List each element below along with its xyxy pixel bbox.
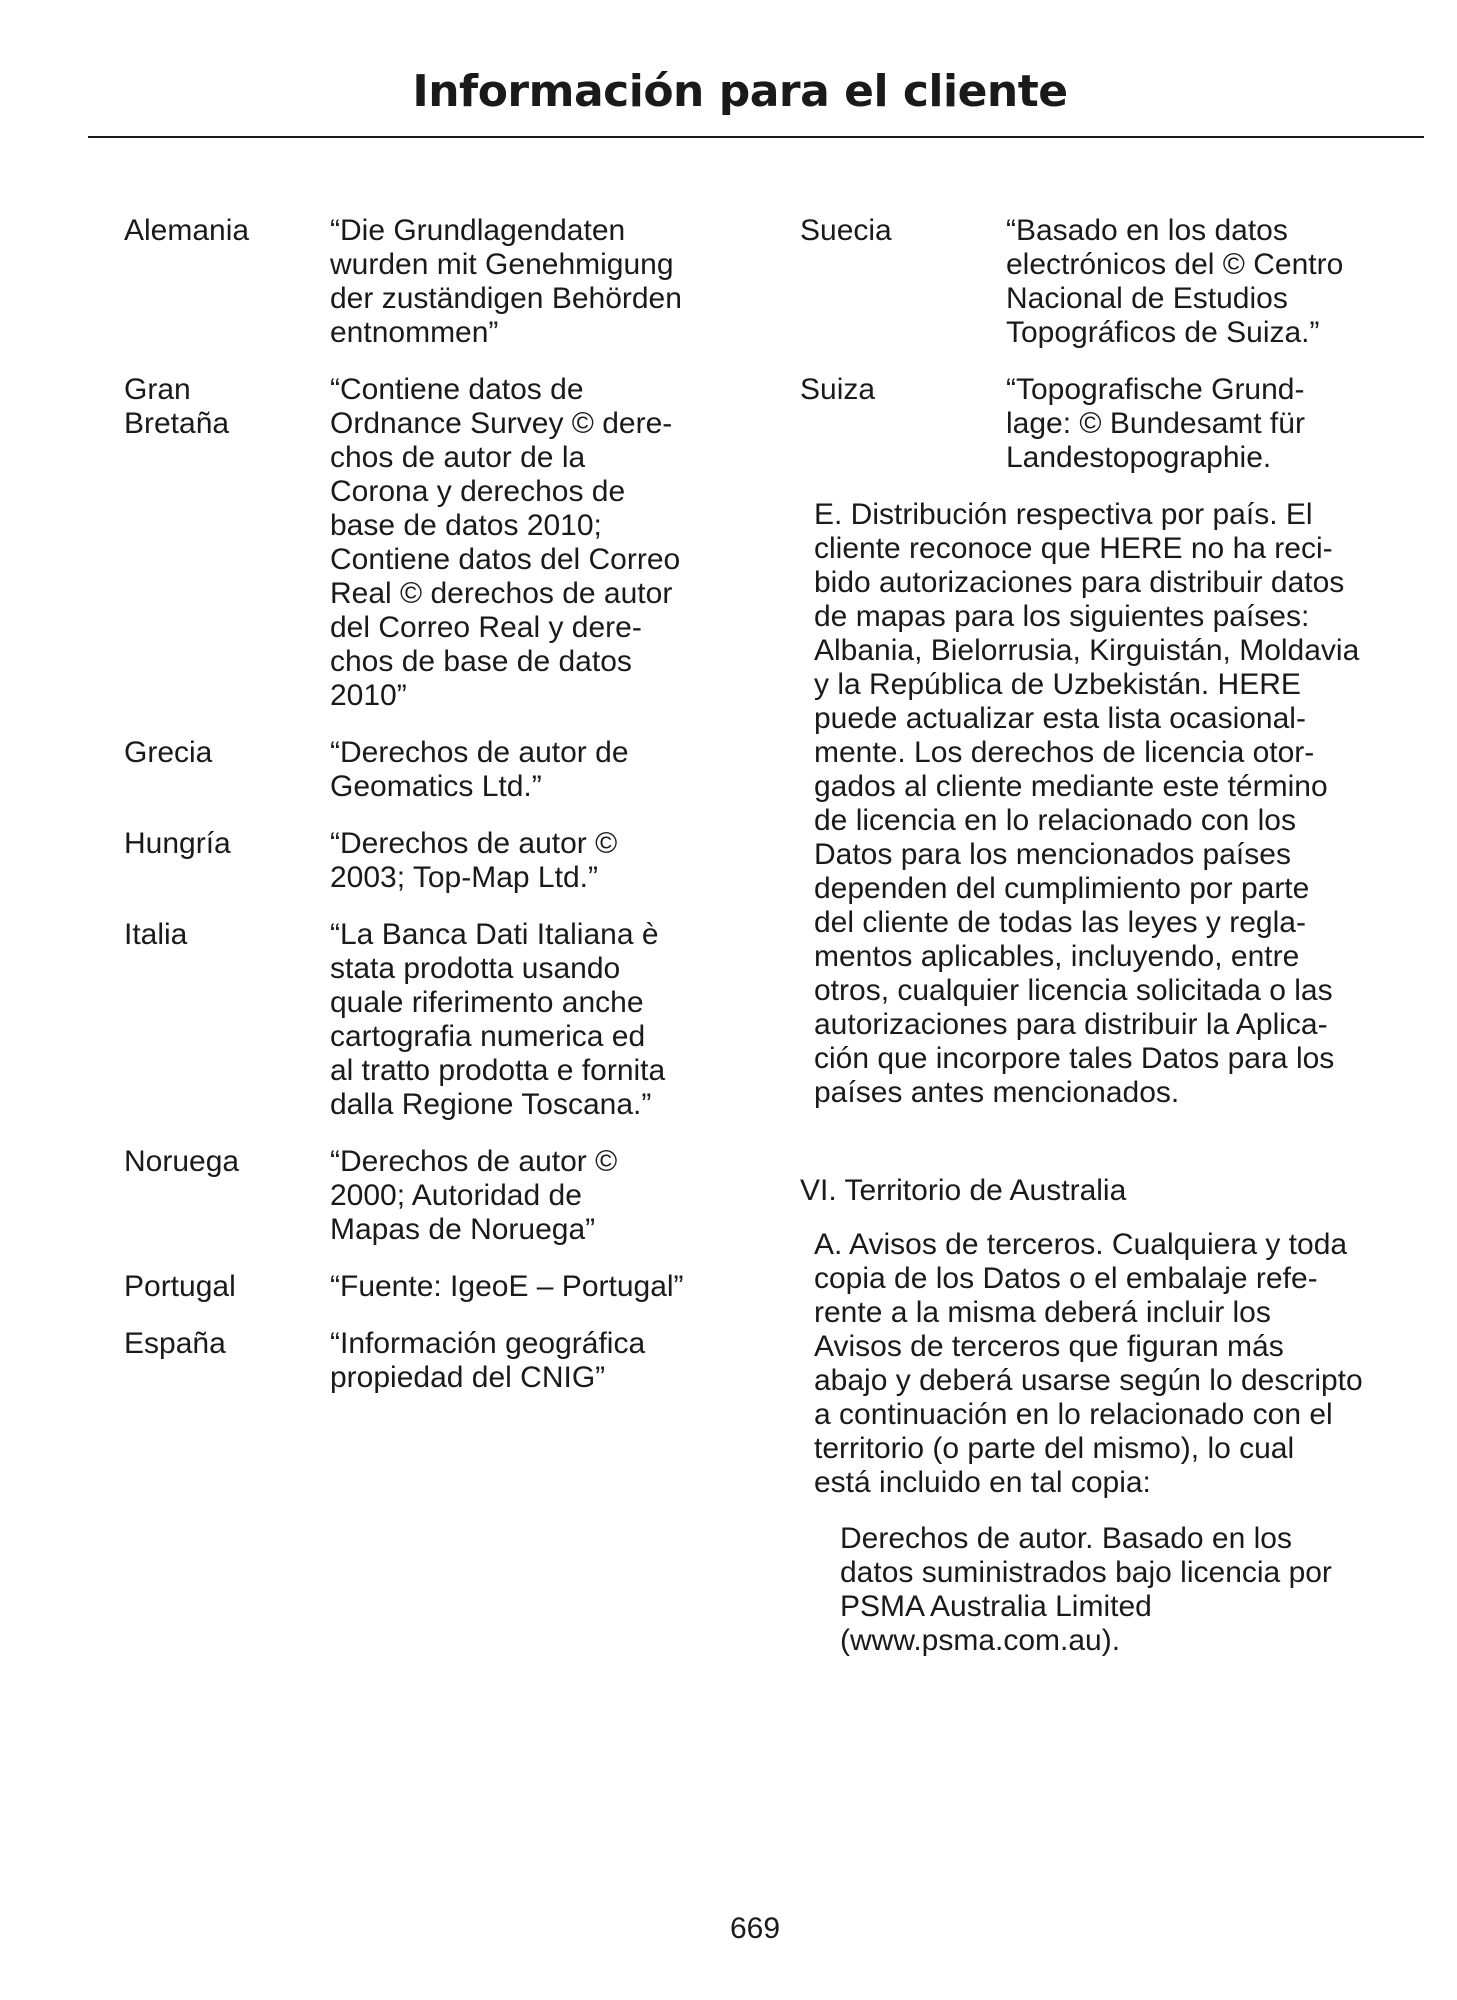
note-line: Landestopographie. [1006, 441, 1272, 474]
title-divider [88, 136, 1424, 138]
copyright-entry-portugal [124, 1270, 724, 1304]
copyright-note [330, 214, 724, 350]
note-line: “Topografische Grund- [1006, 373, 1305, 406]
page-number: 669 [729, 1912, 781, 1945]
note-line: cartografia numerica ed [330, 1020, 646, 1053]
copyright-note [330, 1327, 724, 1395]
note-line: del Correo Real y dere- [330, 611, 642, 644]
para-line: E. Distribución respectiva por país. El [814, 498, 1313, 531]
note-line: “Fuente: IgeoE – Portugal” [330, 1270, 684, 1303]
note-line: “Basado en los datos [1006, 214, 1288, 247]
note-line: 2010” [330, 679, 407, 712]
country-name: Grecia [124, 736, 213, 769]
page-title: Información para el cliente [412, 66, 1068, 117]
para-line: cliente reconoce que HERE no ha reci- [814, 532, 1333, 565]
note-line: “Contiene datos de [330, 373, 584, 406]
note-line: quale riferimento anche [330, 986, 644, 1019]
copyright-note [330, 736, 724, 804]
left-column [124, 214, 724, 1418]
copyright-entry-great-britain [124, 373, 724, 713]
para-line: puede actualizar esta lista ocasional- [814, 702, 1306, 735]
note-line: “Derechos de autor de [330, 736, 629, 769]
section-heading-australia: VI. Territorio de Australia [800, 1174, 1127, 1207]
copyright-note [330, 1145, 724, 1247]
para-line: dependen del cumplimiento por parte [814, 872, 1310, 905]
country-name: España [124, 1327, 226, 1360]
note-line: 2000; Autoridad de [330, 1179, 582, 1212]
note-line: propiedad del CNIG” [330, 1361, 606, 1394]
note-line: Mapas de Noruega” [330, 1213, 596, 1246]
quote-line: PSMA Australia Limited [840, 1590, 1152, 1623]
copyright-entry-sweden [800, 214, 1410, 350]
note-line: al tratto prodotta e fornita [330, 1054, 666, 1087]
country-name [124, 373, 330, 713]
para-line: gados al cliente mediante este término [814, 770, 1328, 803]
para-line: mente. Los derechos de licencia otor- [814, 736, 1315, 769]
para-line: rente a la misma deberá incluir los [814, 1296, 1271, 1329]
para-line: mentos aplicables, incluyendo, entre [814, 940, 1300, 973]
note-line: 2003; Top-Map Ltd.” [330, 861, 598, 894]
country-name-line: Gran [124, 373, 191, 406]
copyright-note [1006, 214, 1410, 350]
para-line: a continuación en lo relacionado con el [814, 1398, 1333, 1431]
note-line: chos de base de datos [330, 645, 632, 678]
copyright-entry-switzerland [800, 373, 1410, 475]
copyright-note [330, 918, 724, 1122]
copyright-entry-spain [124, 1327, 724, 1395]
note-line: “Información geográfica [330, 1327, 646, 1360]
copyright-note [330, 373, 724, 713]
quote-line: datos suministrados bajo licencia por [840, 1556, 1332, 1589]
copyright-note [330, 1270, 724, 1304]
copyright-entry-hungary [124, 827, 724, 895]
para-line: Datos para los mencionados países [814, 838, 1291, 871]
copyright-entry-greece [124, 736, 724, 804]
copyright-entry-germany [124, 214, 724, 350]
note-line: “La Banca Dati Italiana è [330, 918, 659, 951]
para-line: copia de los Datos o el embalaje refe- [814, 1262, 1318, 1295]
country-name: Portugal [124, 1270, 236, 1303]
note-line: Ordnance Survey © dere- [330, 407, 673, 440]
para-line: de mapas para los siguientes países: [814, 600, 1310, 633]
country-name: Suecia [800, 214, 892, 247]
note-line: stata prodotta usando [330, 952, 621, 985]
note-line: chos de autor de la [330, 441, 586, 474]
quote-line: (www.psma.com.au). [840, 1624, 1121, 1657]
copyright-note [1006, 373, 1410, 475]
note-line: wurden mit Genehmigung [330, 248, 674, 281]
country-name: Italia [124, 918, 188, 951]
copyright-note [330, 827, 724, 895]
note-line: Nacional de Estudios [1006, 282, 1288, 315]
note-line: Topográficos de Suiza.” [1006, 316, 1320, 349]
para-line: está incluido en tal copia: [814, 1466, 1151, 1499]
country-name: Suiza [800, 373, 876, 406]
para-line: del cliente de todas las leyes y regla- [814, 906, 1306, 939]
note-line: base de datos 2010; [330, 509, 602, 542]
note-line: lage: © Bundesamt für [1006, 407, 1305, 440]
para-line: y la República de Uzbekistán. HERE [814, 668, 1301, 701]
note-line: “Derechos de autor © [330, 827, 618, 860]
note-line: Geomatics Ltd.” [330, 770, 542, 803]
para-line: Albania, Bielorrusia, Kirguistán, Moldavia [814, 634, 1360, 667]
para-line: países antes mencionados. [814, 1076, 1180, 1109]
note-line: “Die Grundlagendaten [330, 214, 626, 247]
para-line: bido autorizaciones para distribuir datos [814, 566, 1345, 599]
para-line: A. Avisos de terceros. Cualquiera y toda [814, 1228, 1348, 1261]
note-line: entnommen” [330, 316, 499, 349]
country-name: Alemania [124, 214, 250, 247]
country-name: Hungría [124, 827, 231, 860]
para-line: otros, cualquier licencia solicitada o las [814, 974, 1333, 1007]
note-line: Corona y derechos de [330, 475, 626, 508]
right-column [800, 214, 1410, 1658]
para-line: abajo y deberá usarse según lo descripto [814, 1364, 1363, 1397]
note-line: “Derechos de autor © [330, 1145, 618, 1178]
copyright-entry-norway [124, 1145, 724, 1247]
note-line: dalla Regione Toscana.” [330, 1088, 652, 1121]
note-line: Contiene datos del Correo [330, 543, 681, 576]
para-line: territorio (o parte del mismo), lo cual [814, 1432, 1295, 1465]
para-line: Avisos de terceros que figuran más [814, 1330, 1284, 1363]
note-line: der zuständigen Behörden [330, 282, 682, 315]
note-line: electrónicos del © Centro [1006, 248, 1344, 281]
country-name: Noruega [124, 1145, 240, 1178]
copyright-entry-italy [124, 918, 724, 1122]
para-line: de licencia en lo relacionado con los [814, 804, 1296, 837]
para-line: autorizaciones para distribuir la Aplica- [814, 1008, 1328, 1041]
third-party-notices-paragraph [814, 1228, 1414, 1500]
distribution-paragraph [814, 498, 1414, 1110]
quote-line: Derechos de autor. Basado en los [840, 1522, 1292, 1555]
psma-notice [840, 1522, 1415, 1658]
para-line: ción que incorpore tales Datos para los [814, 1042, 1335, 1075]
note-line: Real © derechos de autor [330, 577, 673, 610]
country-name-line: Bretaña [124, 407, 230, 440]
